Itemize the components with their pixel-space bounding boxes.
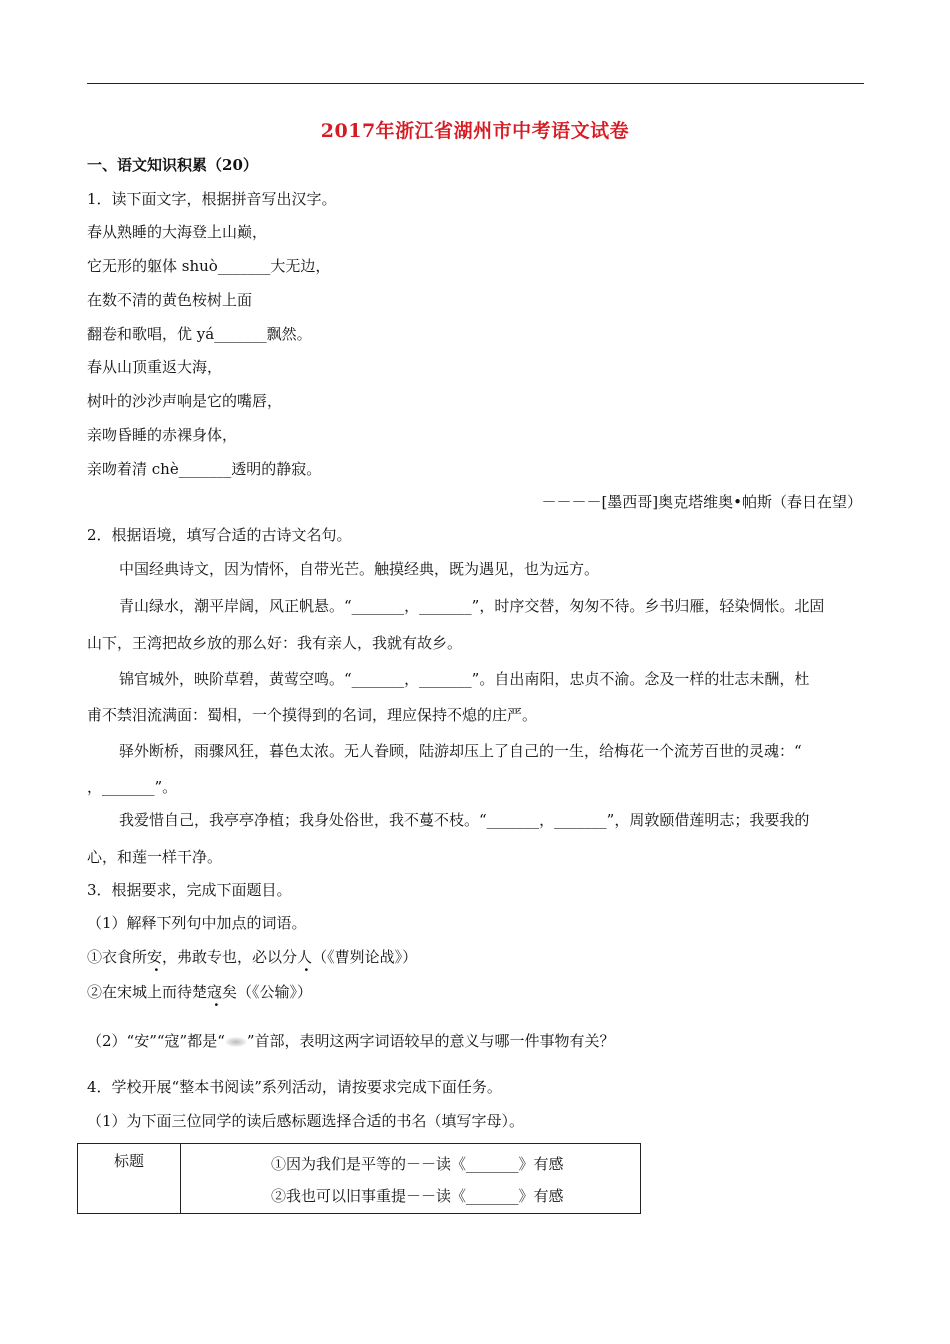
paragraph-line: 驿外断桥，雨骤风狂，暮色太浓。无人眷顾，陆游却压上了自己的一生，给梅花一个流芳百世的灵魂：“ (119, 742, 802, 760)
text: 矣（《公输》） (222, 983, 313, 1001)
poem-line: 翻卷和歌唱，优 yá_______飘然。 (87, 325, 312, 343)
question-4-prompt: 4．学校开展“整本书阅读”系列活动，请按要求完成下面任务。 (87, 1078, 502, 1096)
page-title: 2017年浙江省湖州市中考语文试卷 (320, 120, 630, 142)
paragraph-line: 甫不禁泪流满面：蜀相，一个摸得到的名词，理应保持不熄的庄严。 (87, 706, 538, 724)
poem-line: 亲吻着清 chè_______透明的静寂。 (87, 460, 322, 478)
question-3-prompt: 3．根据要求，完成下面题目。 (87, 881, 292, 899)
poem-line: 春从熟睡的大海登上山巅， (87, 223, 268, 241)
poem-line: 它无形的躯体 shuò_______大无边， (87, 257, 331, 275)
dotted-word: 安 (147, 948, 163, 966)
paragraph-line: 中国经典诗文，因为情怀，自带光芒。触摸经典，既为遇见，也为远方。 (119, 560, 600, 578)
title-table (77, 1143, 641, 1214)
question-3-item1 (87, 947, 417, 967)
text: ，弗敢专也，必以分 (162, 948, 298, 966)
text: ①衣食所 (87, 948, 148, 966)
table-row: ②我也可以旧事重提－－读《_______》有感 (271, 1187, 564, 1205)
radical-image (225, 1037, 247, 1047)
paragraph-line: 锦官城外，映阶草碧，黄莺空鸣。“_______，_______”。自出南阳，忠贞不渝。念及一样的壮志未酬，杜 (119, 670, 810, 688)
poem-line: 春从山顶重返大海， (87, 358, 223, 376)
paragraph-line: 我爱惜自己，我亭亭净植；我身处俗世，我不蔓不枝。“_______，_______”，周敦颐借莲明志；我要我的 (119, 811, 810, 829)
paragraph-line: 山下，王湾把故乡放的那么好：我有亲人，我就有故乡。 (87, 634, 463, 652)
poem-line: 树叶的沙沙声响是它的嘴唇， (87, 392, 283, 410)
text: （2）“安”“寇”都是“ (87, 1032, 225, 1050)
question-3-sub1: （1）解释下列句中加点的词语。 (87, 914, 307, 932)
question-1-prompt: 1．读下面文字，根据拼音写出汉字。 (87, 190, 337, 208)
dotted-word: 寇 (207, 983, 223, 1001)
question-3-sub2 (87, 1031, 615, 1051)
text: ”首部，表明这两字词语较早的意义与哪一件事物有关？ (246, 1032, 615, 1050)
section-heading: 一、语文知识积累（20） (87, 156, 258, 174)
dotted-word: 人 (297, 948, 313, 966)
text: ②在宋城上而待楚 (87, 983, 208, 1001)
table-header-cell: 标题 (78, 1144, 181, 1214)
question-4-sub1: （1）为下面三位同学的读后感标题选择合适的书名（填写字母）。 (87, 1112, 525, 1130)
table-content-cell (181, 1144, 641, 1214)
question-3-item2 (87, 982, 312, 1002)
poem-line: 亲吻昏睡的赤裸身体， (87, 426, 238, 444)
poem-source: －－－－[墨西哥]奥克塔维奥•帕斯（春日在望） (541, 493, 862, 511)
text: （《曹刿论战》） (312, 948, 418, 966)
table-row: ①因为我们是平等的－－读《_______》有感 (271, 1155, 564, 1173)
paragraph-line: 心，和莲一样干净。 (87, 848, 223, 866)
header-rule (87, 83, 864, 84)
paragraph-line: 青山绿水，潮平岸阔，风正帆悬。“_______，_______”，时序交替，匆匆不待。乡书归雁，轻染惆怅。北固 (119, 597, 825, 615)
question-2-prompt: 2．根据语境，填写合适的古诗文名句。 (87, 526, 352, 544)
paragraph-line: ，_______”。 (87, 778, 178, 796)
poem-line: 在数不清的黄色桉树上面 (87, 291, 253, 309)
